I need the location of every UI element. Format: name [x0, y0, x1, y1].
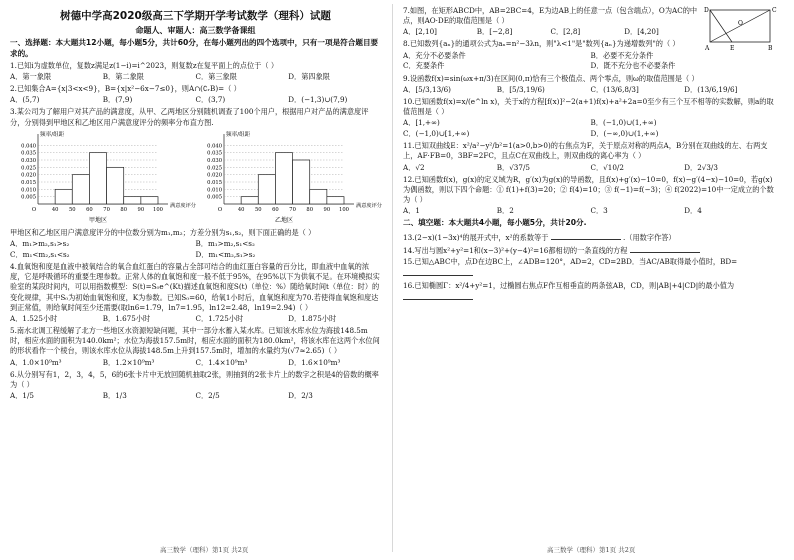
- answer-blank[interactable]: [551, 231, 621, 240]
- question-1: 1.已知i为虚数单位，复数z满足z(1−i)=i^2023，则复数z在复平面上的点位于（ ）: [10, 61, 279, 70]
- option-c: C．3: [590, 206, 608, 216]
- chart-caption: 甲地区: [88, 216, 108, 224]
- option-b: B．1.675小时: [102, 314, 151, 324]
- option-b: B．[−2,8]: [476, 27, 513, 37]
- question-6: 6.从分别写有1，2，3，4，5，6的6张卡片中无放回随机抽取2张，则抽到的2张卡片上的数字之积是4的倍数的概率为（ ）: [10, 369, 379, 389]
- option-a: A．√2: [403, 162, 425, 172]
- option-c: C．(13/6,8/3]: [590, 84, 639, 94]
- option-d: D．(−∞,0)∪(1,+∞): [590, 128, 659, 138]
- option-d: D．(−1,3)∪(7,9): [288, 95, 348, 105]
- option-a: A．充分不必要条件: [403, 50, 466, 60]
- histogram-bar: [241, 196, 258, 203]
- question-7: 7.如图，在矩形ABCD中，AB=2BC=4，E为边AB上的任意一点（包含端点），O为AC的中点，则AO·DE的取值范围是（ ）: [403, 6, 698, 26]
- y-tick-label: 0.030: [207, 157, 222, 164]
- option-a: A．1.525小时: [10, 314, 58, 324]
- option-a: A．1: [403, 206, 420, 216]
- question-16: [403, 281, 778, 303]
- label-d: D: [704, 7, 709, 14]
- section-2-heading: 二、填空题：本大题共4小题，每小题5分，共计20分.: [403, 218, 587, 228]
- question-3-continued: 甲地区和乙地区用户满意度评分的中位数分别为m₁,m₂；方差分别为s₁,s₂，则下面正确的是（ ）: [10, 227, 316, 237]
- question-11-options: [403, 163, 778, 173]
- answer-blank[interactable]: [403, 267, 473, 276]
- option-c: C．(3,7): [195, 95, 226, 105]
- option-d: D．1.6×10⁹m³: [288, 357, 341, 367]
- y-tick-label: 0.030: [21, 157, 36, 164]
- x-tick-label: 40: [237, 206, 245, 213]
- rectangle-figure: [704, 4, 778, 56]
- histogram-bar: [72, 174, 89, 203]
- y-tick-label: 0.025: [21, 165, 36, 172]
- section-1-heading: 一、选择题：本大题共12小题，每小题5分，共计60分，在每小题列出的四个选项中，只有一项是符合题目要求的。: [10, 38, 379, 58]
- question-8: 8.已知数列{aₙ}的通项公式为aₙ=n²−3λn，则"λ<1"是"数列{aₙ}为递增数列"的（ ）: [403, 39, 680, 49]
- option-c: C．第三象限: [195, 72, 237, 82]
- label-a: A: [705, 45, 710, 52]
- x-tick-label: 100: [153, 206, 163, 213]
- x-tick-label: 80: [306, 206, 314, 213]
- question-9: 9.设函数f(x)=sin(ωx+π/3)在区间(0,π)恰有三个极值点、两个零点，则ω的取值范围是（ ）: [403, 73, 699, 83]
- question-15: [403, 257, 778, 279]
- option-c: C．[2,8]: [550, 27, 581, 37]
- question-13: [403, 231, 778, 243]
- histograms: [10, 130, 381, 226]
- question-9-options: [403, 85, 778, 95]
- x-tick-label: 80: [120, 206, 128, 213]
- x-tick-label: 70: [289, 206, 296, 213]
- histogram-jia: [10, 130, 196, 226]
- y-tick-label: 0.010: [207, 187, 222, 194]
- option-b: B．1.2×10⁹m³: [102, 357, 155, 367]
- option-c: C．√10/2: [590, 162, 624, 172]
- option-b: B．(−1,0)∪(1,+∞): [590, 118, 657, 128]
- y-tick-label: 0.025: [207, 165, 222, 172]
- option-a: A．1.0×10⁹m³: [10, 357, 62, 367]
- question-14: [403, 244, 778, 256]
- question-13-tail: .（用数字作答）: [623, 232, 676, 242]
- y-tick-label: 0.015: [207, 179, 222, 186]
- question-10: 10.已知函数f(x)=x/(e^ln x)，关于x的方程[f(x)]²−2(a+1)f(x)+a²+2a=0至少有三个互不相等的实数解，则a的取值范围是（ ）: [403, 96, 774, 117]
- option-d: D．4: [684, 206, 702, 216]
- question-15-text: 15.已知△ABC中，点D在边BC上，∠ADB=120°，AD=2，CD=2BD．当AC/AB取得最小值时，BD=: [403, 257, 738, 267]
- option-d: D．第四象限: [288, 72, 330, 82]
- option-b: B．[5/3,19/6): [496, 84, 545, 94]
- question-5-options: [10, 358, 381, 368]
- histogram-bar: [55, 189, 72, 204]
- x-tick-label: 60: [272, 206, 279, 213]
- histogram-bar: [310, 189, 327, 204]
- chart-caption: 乙地区: [274, 216, 294, 224]
- y-tick-label: 0.010: [21, 187, 36, 194]
- y-tick-label: 0.005: [207, 194, 222, 201]
- option-c: C．m₁<m₂,s₁<s₂: [10, 249, 70, 259]
- y-axis-label: 频率/组距: [40, 131, 65, 138]
- exam-authors: 命题人、审题人：高三数学备课组: [135, 26, 256, 35]
- option-a: A．[2,10]: [403, 27, 437, 37]
- option-a: A．[5/3,13/6): [403, 84, 451, 94]
- question-3-options: [10, 239, 381, 260]
- histogram-bar: [107, 167, 124, 204]
- answer-blank[interactable]: [630, 244, 700, 253]
- x-tick-label: 50: [68, 206, 76, 213]
- y-axis-label: 频率/组距: [226, 131, 251, 138]
- histogram-bar: [275, 152, 292, 203]
- y-tick-label: 0.015: [21, 179, 36, 186]
- label-o: O: [738, 20, 743, 27]
- option-b: B．必要不充分条件: [590, 50, 654, 60]
- y-tick-label: 0.035: [21, 150, 36, 157]
- question-10-options: [403, 118, 778, 139]
- x-tick-label: 90: [137, 206, 145, 213]
- answer-blank[interactable]: [403, 291, 473, 300]
- option-a: A．第一象限: [10, 72, 52, 82]
- option-b: B．√37/5: [496, 162, 530, 172]
- question-4: 4.血氧饱和度是血液中被氧结合的氧合血红蛋白的容量占全部可结合的血红蛋白容量的百分比，即血液中血氧的浓度，它是呼吸循环的重要生理参数。正常人体的血氧饱和度一般不低于95%，在95%以下为供氧不足。在环境模拟实验室的某段时间内，可以用指数模型：S(t)=S₀e^(Kt)描述血氧饱和度S(t)（单位：%）随给氧时间t（单位：时）的变化规律，其中S₀为初始血氧饱和度，K为参数。已知S₀=60，给氧1小时后，血氧饱和度为70.若使得血氧饱和度达到正常值，则给氧时间至少还需要(取ln6=1.79，ln7=1.95，ln12=2.48，ln19=2.94)（ ）: [10, 262, 380, 312]
- question-2-options: [10, 95, 381, 105]
- histogram-bar: [141, 196, 158, 203]
- page-right: [397, 0, 786, 560]
- footer-right: 高三数学（理科）第1页 共2页: [547, 546, 636, 554]
- y-tick-label: 0.005: [21, 194, 36, 201]
- question-2: 2.已知集合A={x|3<x<9}，B={x|x²−6x−7≤0}，则A∩(∁ᵣB)=（ ）: [10, 84, 241, 94]
- option-a: A．m₁>m₂,s₁>s₂: [10, 239, 70, 249]
- histogram-bar: [293, 160, 310, 204]
- question-3: 3.某公司为了解用户对其产品的满意度，从甲、乙两地区分别随机调查了100个用户，根据用户对产品的满意度评分，分别得到甲地区和乙地区用户满意度评分的频率分布直方图.: [10, 107, 369, 127]
- option-d: D．2/3: [288, 391, 313, 401]
- question-16-text: 16.已知椭圆Γ：x²/4+y²=1，过椭圆右焦点F作互相垂直的两条弦AB，CD，则|AB|+4|CD|的最小值为: [403, 280, 735, 290]
- option-d: D．(13/6,19/6]: [684, 84, 738, 94]
- x-tick-label: 90: [323, 206, 331, 213]
- y-tick-label: 0.020: [21, 172, 36, 179]
- option-c: C．(−1,0)∪[1,+∞): [403, 128, 470, 138]
- option-d: D．2√3/3: [684, 162, 718, 172]
- question-5: 5.南水北调工程缓解了北方一些地区水资源短缺问题，其中一部分水蓄入某水库。已知该水库水位为海拔148.5m时，相应水面的面积为140.0km²；水位为海拔157.5m时，相应水面的面积为180.0km²，将该水库在这两个水位间的形状看作一个棱台，则该水库水位从海拔148.5m上升到157.5m时，增加的水量约为(√7≈2.65)（ ）: [10, 326, 380, 356]
- question-13-text: 13.(2−x)(1−3x)⁴的展开式中，x²的系数等于: [403, 232, 549, 242]
- x-tick-label: 50: [254, 206, 262, 213]
- option-b: B．2: [496, 206, 514, 216]
- x-tick-label: O: [31, 206, 37, 213]
- option-b: B．m₁>m₂,s₁<s₂: [195, 239, 255, 249]
- histogram-bar: [327, 196, 344, 203]
- option-c: C．1.725小时: [195, 314, 244, 324]
- exam-title: 树德中学高2020级高三下学期开学考试数学（理科）试题: [60, 10, 331, 22]
- option-a: A．1/5: [10, 391, 34, 401]
- option-c: C．2/5: [195, 391, 220, 401]
- option-c: C．充要条件: [403, 61, 445, 71]
- histogram-bar: [258, 174, 275, 203]
- question-6-options: [10, 391, 381, 401]
- x-axis-label: 满意度评分: [170, 202, 196, 209]
- question-14-text: 14.写出与圆x²+y²=1和(x−3)²+(y−4)²=16都相切的一条直线的方程: [403, 245, 628, 255]
- option-b: B．第二象限: [102, 72, 144, 82]
- y-tick-label: 0.020: [207, 172, 222, 179]
- question-12-options: [403, 206, 778, 216]
- question-12: 12.已知函数f(x)，g(x)的定义域为R，g′(x)为g(x)的导函数，且f(x)+g′(x)−10=0，f(x)−g′(4−x)−10=0，若g(x)为偶函数，则以下四个命题：① f(1)+f(3)=20；② f(4)=10；③ f(−1)=f(−3)；④ f(2022)=10中一定成立的个数为（ ）: [403, 174, 774, 205]
- y-tick-label: 0.040: [207, 143, 222, 150]
- x-tick-label: 100: [339, 206, 349, 213]
- y-tick-label: 0.035: [207, 150, 222, 157]
- option-b: B．(7,9): [102, 95, 133, 105]
- label-c: C: [772, 7, 777, 14]
- option-c: C．1.4×10⁹m³: [195, 357, 248, 367]
- histogram-yi: [196, 130, 382, 226]
- question-11: 11.已知双曲线E：x²/a²−y²/b²=1(a>0,b>0)的右焦点为F，关于原点对称的两点A，B分别在双曲线的左、右两支上，AF·FB=0，3BF=2FC，且点C在双曲线上，则双曲线的离心率为（ ）: [403, 141, 768, 161]
- option-d: D．m₁<m₂,s₁>s₂: [195, 249, 256, 259]
- option-d: D．[4,20]: [624, 27, 659, 37]
- option-b: B．1/3: [102, 391, 127, 401]
- y-tick-label: 0.040: [21, 143, 36, 150]
- footer-left: 高三数学（理科）第1页 共2页: [160, 546, 249, 554]
- question-1-options: [10, 72, 381, 82]
- x-axis-label: 满意度评分: [356, 202, 382, 209]
- label-e: E: [730, 45, 735, 52]
- x-tick-label: O: [217, 206, 223, 213]
- label-b: B: [768, 45, 773, 52]
- histogram-bar: [124, 196, 141, 203]
- option-d: D．1.875小时: [288, 314, 337, 324]
- option-a: A．(5,7): [10, 95, 40, 105]
- page-left: [0, 0, 389, 560]
- x-tick-label: 40: [51, 206, 59, 213]
- x-tick-label: 70: [103, 206, 110, 213]
- question-4-options: [10, 314, 381, 324]
- histogram-bar: [89, 152, 106, 203]
- option-a: A．[1,+∞): [403, 118, 440, 128]
- question-7-options: [403, 27, 698, 37]
- x-tick-label: 60: [86, 206, 93, 213]
- option-d: D．既不充分也不必要条件: [590, 61, 676, 71]
- page-divider: [392, 4, 393, 552]
